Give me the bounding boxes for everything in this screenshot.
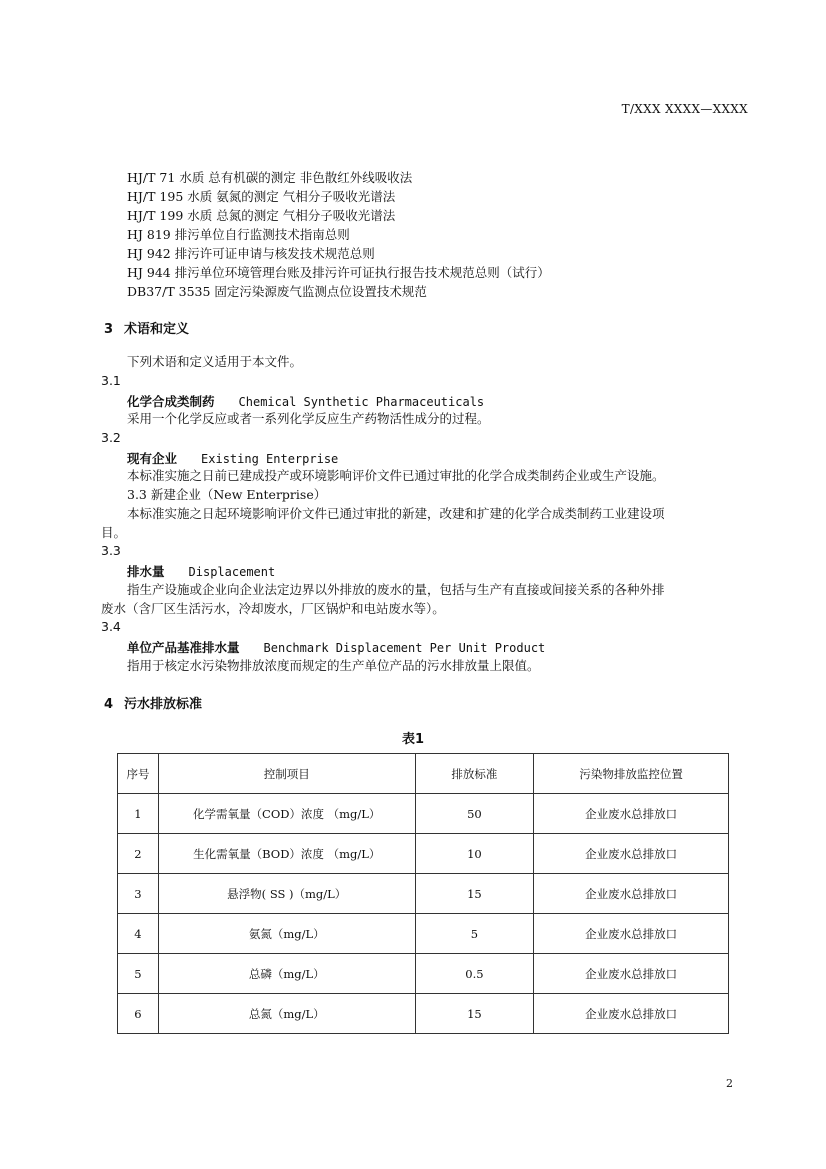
cell-monitor-location: 企业废水总排放口 xyxy=(534,874,729,914)
clause-3-1-number: 3.1 xyxy=(101,373,121,388)
cell-control-item: 氨氮（mg/L） xyxy=(158,914,415,954)
term-zh: 排水量 xyxy=(127,564,165,579)
reference-item: HJ 944 排污单位环境管理台账及排污许可证执行报告技术规范总则（试行） xyxy=(127,265,550,280)
cell-index: 6 xyxy=(118,994,159,1034)
cell-monitor-location: 企业废水总排放口 xyxy=(534,914,729,954)
term-en: Existing Enterprise xyxy=(201,452,339,466)
clause-3-2-number: 3.2 xyxy=(101,430,121,445)
cell-monitor-location: 企业废水总排放口 xyxy=(534,834,729,874)
cell-control-item: 总氮（mg/L） xyxy=(158,994,415,1034)
cell-index: 2 xyxy=(118,834,159,874)
section-number: 4 xyxy=(104,697,114,712)
clause-3-4-number: 3.4 xyxy=(101,619,121,634)
clause-3-3-definition-cont: 废水（含厂区生活污水，冷却废水，厂区锅炉和电站废水等）。 xyxy=(101,601,445,616)
header-index: 序号 xyxy=(118,754,159,794)
cell-limit: 0.5 xyxy=(415,954,534,994)
table-row xyxy=(118,914,729,954)
term-zh: 现有企业 xyxy=(127,451,178,466)
section-4-heading xyxy=(104,693,202,712)
cell-limit: 10 xyxy=(415,834,534,874)
cell-limit: 15 xyxy=(415,994,534,1034)
cell-index: 4 xyxy=(118,914,159,954)
standard-code-header: T/XXX XXXX—XXXX xyxy=(621,102,748,116)
page-number: 2 xyxy=(726,1077,733,1090)
cell-index: 5 xyxy=(118,954,159,994)
clause-3-2-sub-definition-cont: 目。 xyxy=(101,525,127,540)
term-en: Benchmark Displacement Per Unit Product xyxy=(263,641,546,655)
table-row xyxy=(118,994,729,1034)
cell-control-item: 悬浮物( SS )（mg/L） xyxy=(158,874,415,914)
clause-3-4-term xyxy=(127,638,545,656)
section-title: 术语和定义 xyxy=(124,322,190,337)
reference-item: HJ 942 排污许可证申请与核发技术规范总则 xyxy=(127,246,375,261)
cell-control-item: 总磷（mg/L） xyxy=(158,954,415,994)
reference-item: HJ 819 排污单位自行监测技术指南总则 xyxy=(127,227,350,242)
term-en: Displacement xyxy=(188,565,276,579)
cell-index: 1 xyxy=(118,794,159,834)
table-caption: 表1 xyxy=(401,732,425,747)
cell-limit: 15 xyxy=(415,874,534,914)
cell-monitor-location: 企业废水总排放口 xyxy=(534,994,729,1034)
reference-item: HJ/T 195 水质 氨氮的测定 气相分子吸收光谱法 xyxy=(127,189,396,204)
cell-limit: 5 xyxy=(415,914,534,954)
clause-3-2-sub-term: 3.3 新建企业（New Enterprise） xyxy=(127,487,327,502)
clause-3-2-definition: 本标准实施之日前已建成投产或环境影响评价文件已通过审批的化学合成类制药企业或生产设施。 xyxy=(127,468,665,483)
cell-monitor-location: 企业废水总排放口 xyxy=(534,794,729,834)
cell-control-item: 生化需氧量（BOD）浓度 （mg/L） xyxy=(158,834,415,874)
header-control-item: 控制项目 xyxy=(158,754,415,794)
section-title: 污水排放标准 xyxy=(124,697,203,712)
cell-index: 3 xyxy=(118,874,159,914)
reference-item: HJ/T 199 水质 总氮的测定 气相分子吸收光谱法 xyxy=(127,208,396,223)
table-row xyxy=(118,954,729,994)
term-zh: 单位产品基准排水量 xyxy=(127,640,240,655)
cell-monitor-location: 企业废水总排放口 xyxy=(534,954,729,994)
section-number: 3 xyxy=(104,322,114,337)
cell-control-item: 化学需氧量（COD）浓度 （mg/L） xyxy=(158,794,415,834)
clause-3-4-definition: 指用于核定水污染物排放浓度而规定的生产单位产品的污水排放量上限值。 xyxy=(127,658,540,673)
header-limit: 排放标准 xyxy=(415,754,534,794)
table-row xyxy=(118,874,729,914)
clause-3-1-term xyxy=(127,392,484,410)
normative-references-list xyxy=(127,168,550,301)
section-3-heading xyxy=(104,318,189,337)
term-en: Chemical Synthetic Pharmaceuticals xyxy=(238,395,485,409)
table-row xyxy=(118,794,729,834)
clause-3-3-term xyxy=(127,562,275,580)
reference-item: HJ/T 71 水质 总有机碳的测定 非色散红外线吸收法 xyxy=(127,170,413,185)
header-monitor-location: 污染物排放监控位置 xyxy=(534,754,729,794)
section-3-intro: 下列术语和定义适用于本文件。 xyxy=(127,354,303,369)
clause-3-1-definition: 采用一个化学反应或者一系列化学反应生产药物活性成分的过程。 xyxy=(127,411,490,426)
table-header-row xyxy=(118,754,729,794)
clause-3-2-sub-definition: 本标准实施之日起环境影响评价文件已通过审批的新建，改建和扩建的化学合成类制药工业建设项 xyxy=(127,506,665,521)
term-zh: 化学合成类制药 xyxy=(127,394,215,409)
table-row xyxy=(118,834,729,874)
cell-limit: 50 xyxy=(415,794,534,834)
discharge-standard-table xyxy=(117,753,729,1034)
clause-3-3-number: 3.3 xyxy=(101,543,121,558)
clause-3-2-term xyxy=(127,449,338,467)
clause-3-3-definition: 指生产设施或企业向企业法定边界以外排放的废水的量，包括与生产有直接或间接关系的各种外排 xyxy=(127,582,665,597)
reference-item: DB37/T 3535 固定污染源废气监测点位设置技术规范 xyxy=(127,284,427,299)
